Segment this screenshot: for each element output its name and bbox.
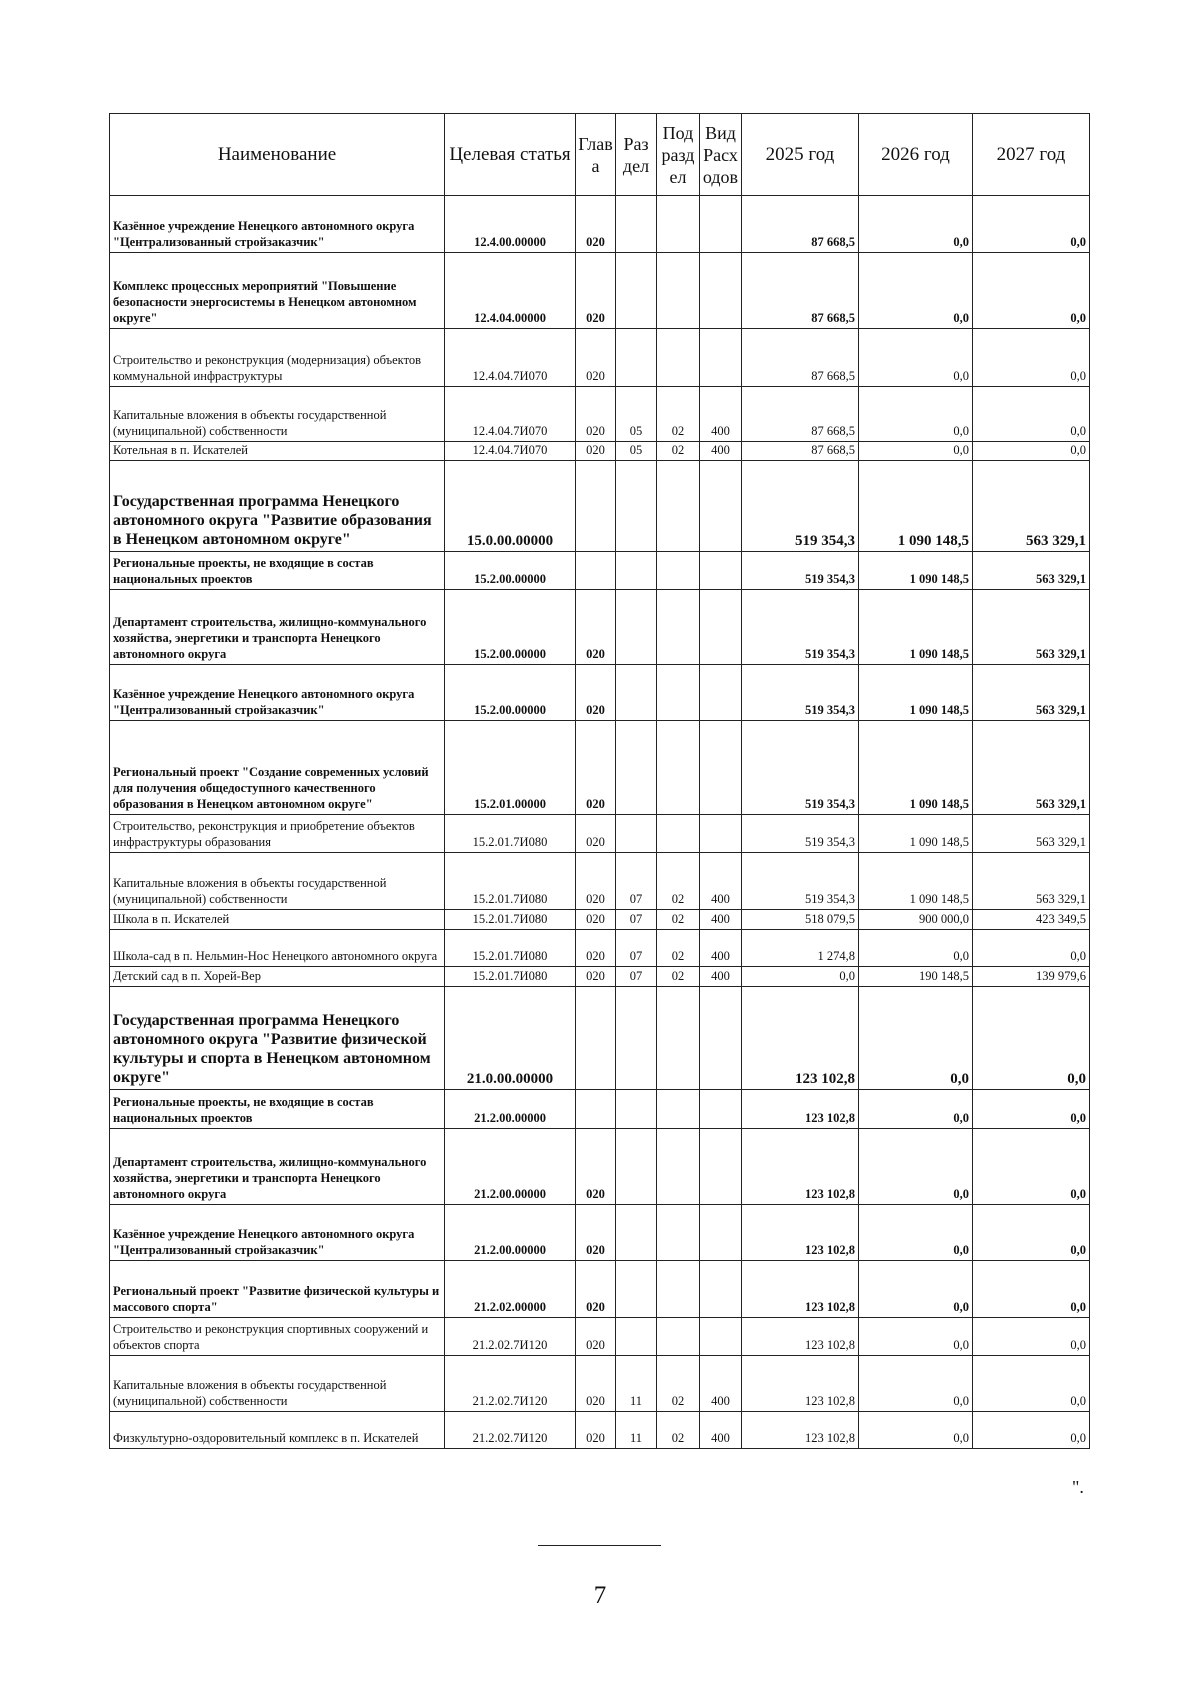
- row-target: 15.2.01.00000: [445, 721, 576, 815]
- header-name: Наименование: [110, 114, 445, 196]
- header-subsection: Под разд ел: [657, 114, 700, 196]
- row-name: Государственная программа Ненецкого автономного округа "Развитие физической культуры и спорта в Ненецком автономном округе": [110, 987, 445, 1090]
- row-2027: 0,0: [973, 442, 1090, 461]
- row-name: Региональный проект "Развитие физической культуры и массового спорта": [110, 1261, 445, 1318]
- row-2026: 0,0: [859, 1261, 973, 1318]
- table-row: [110, 1356, 1090, 1412]
- row-section: 07: [616, 910, 657, 930]
- row-2027: 139 979,6: [973, 967, 1090, 987]
- row-chapter: [576, 461, 616, 552]
- row-name: Капитальные вложения в объекты государственной (муниципальной) собственности: [110, 1356, 445, 1412]
- table-row: [110, 1090, 1090, 1129]
- row-expense-type: [700, 1205, 742, 1261]
- row-2026: 0,0: [859, 253, 973, 329]
- row-2025: 123 102,8: [742, 1261, 859, 1318]
- row-target: 15.2.00.00000: [445, 552, 576, 590]
- row-chapter: 020: [576, 853, 616, 910]
- row-section: [616, 1129, 657, 1205]
- row-name: Школа в п. Искателей: [110, 910, 445, 930]
- row-chapter: 020: [576, 1412, 616, 1449]
- row-2027: 0,0: [973, 387, 1090, 442]
- header-target: Целевая статья: [445, 114, 576, 196]
- row-chapter: 020: [576, 1205, 616, 1261]
- row-name: Региональные проекты, не входящие в состав национальных проектов: [110, 1090, 445, 1129]
- row-subsection: 02: [657, 967, 700, 987]
- row-2026: 1 090 148,5: [859, 815, 973, 853]
- row-name: Региональные проекты, не входящие в состав национальных проектов: [110, 552, 445, 590]
- row-2025: 518 079,5: [742, 910, 859, 930]
- header-2025: 2025 год: [742, 114, 859, 196]
- row-2026: 0,0: [859, 1412, 973, 1449]
- row-target: 21.2.00.00000: [445, 1129, 576, 1205]
- row-section: 07: [616, 930, 657, 967]
- row-section: 07: [616, 967, 657, 987]
- row-name: Казённое учреждение Ненецкого автономного округа "Централизованный стройзаказчик": [110, 665, 445, 721]
- row-expense-type: 400: [700, 910, 742, 930]
- row-expense-type: [700, 461, 742, 552]
- row-2027: 0,0: [973, 1205, 1090, 1261]
- table-row: [110, 1318, 1090, 1356]
- row-subsection: [657, 329, 700, 387]
- row-chapter: 020: [576, 1318, 616, 1356]
- row-2027: 0,0: [973, 987, 1090, 1090]
- row-2027: 0,0: [973, 1318, 1090, 1356]
- row-subsection: [657, 590, 700, 665]
- header-expense-type: Вид Расх одов: [700, 114, 742, 196]
- table-row: [110, 552, 1090, 590]
- row-2025: 519 354,3: [742, 665, 859, 721]
- row-2026: 1 090 148,5: [859, 590, 973, 665]
- table-row: [110, 1205, 1090, 1261]
- row-2027: 563 329,1: [973, 815, 1090, 853]
- table-row: [110, 1261, 1090, 1318]
- row-section: [616, 461, 657, 552]
- row-target: 15.2.00.00000: [445, 590, 576, 665]
- row-name: Строительство, реконструкция и приобретение объектов инфраструктуры образования: [110, 815, 445, 853]
- row-name: Региональный проект "Создание современных условий для получения общедоступного качественного образования в Ненецком автономном округе": [110, 721, 445, 815]
- row-expense-type: 400: [700, 1356, 742, 1412]
- row-subsection: [657, 1318, 700, 1356]
- row-subsection: [657, 253, 700, 329]
- row-name: Школа-сад в п. Нельмин-Нос Ненецкого автономного округа: [110, 930, 445, 967]
- row-subsection: [657, 1261, 700, 1318]
- row-2025: 123 102,8: [742, 1356, 859, 1412]
- row-subsection: [657, 665, 700, 721]
- row-2027: 0,0: [973, 1129, 1090, 1205]
- row-section: 07: [616, 853, 657, 910]
- row-section: 05: [616, 442, 657, 461]
- row-expense-type: [700, 1090, 742, 1129]
- row-target: 15.2.01.7И080: [445, 967, 576, 987]
- row-2026: 190 148,5: [859, 967, 973, 987]
- table-row: [110, 442, 1090, 461]
- row-2025: 123 102,8: [742, 1205, 859, 1261]
- table-row: [110, 196, 1090, 253]
- row-2025: 87 668,5: [742, 387, 859, 442]
- row-2026: 0,0: [859, 1356, 973, 1412]
- row-chapter: [576, 552, 616, 590]
- row-2027: 0,0: [973, 930, 1090, 967]
- row-section: 05: [616, 387, 657, 442]
- row-target: 12.4.04.00000: [445, 253, 576, 329]
- row-expense-type: [700, 1261, 742, 1318]
- row-2027: 563 329,1: [973, 552, 1090, 590]
- table-row: [110, 930, 1090, 967]
- header-row: [110, 114, 1090, 196]
- row-2026: 900 000,0: [859, 910, 973, 930]
- row-2026: 0,0: [859, 387, 973, 442]
- row-2025: 87 668,5: [742, 442, 859, 461]
- row-2026: 1 090 148,5: [859, 461, 973, 552]
- row-2026: 1 090 148,5: [859, 552, 973, 590]
- row-2025: 123 102,8: [742, 987, 859, 1090]
- row-target: 21.2.02.00000: [445, 1261, 576, 1318]
- closing-quote: ".: [1072, 1477, 1084, 1497]
- row-expense-type: 400: [700, 1412, 742, 1449]
- table-row: [110, 853, 1090, 910]
- row-2025: 519 354,3: [742, 552, 859, 590]
- row-target: 15.2.01.7И080: [445, 910, 576, 930]
- row-expense-type: [700, 1318, 742, 1356]
- row-subsection: 02: [657, 1356, 700, 1412]
- row-name: Департамент строительства, жилищно-коммунального хозяйства, энергетики и транспорта Ненецкого автономного округа: [110, 1129, 445, 1205]
- row-name: Детский сад в п. Хорей-Вер: [110, 967, 445, 987]
- header-section: Раз дел: [616, 114, 657, 196]
- row-chapter: 020: [576, 387, 616, 442]
- table-row: [110, 1412, 1090, 1449]
- row-2027: 563 329,1: [973, 665, 1090, 721]
- row-expense-type: [700, 196, 742, 253]
- row-section: [616, 590, 657, 665]
- row-target: 12.4.00.00000: [445, 196, 576, 253]
- row-name: Строительство и реконструкция спортивных сооружений и объектов спорта: [110, 1318, 445, 1356]
- row-expense-type: [700, 987, 742, 1090]
- row-expense-type: [700, 721, 742, 815]
- header-chapter: Глав а: [576, 114, 616, 196]
- row-section: [616, 552, 657, 590]
- row-expense-type: [700, 590, 742, 665]
- row-2025: 87 668,5: [742, 253, 859, 329]
- row-expense-type: [700, 253, 742, 329]
- row-2026: 0,0: [859, 329, 973, 387]
- row-target: 21.2.00.00000: [445, 1205, 576, 1261]
- row-2027: 0,0: [973, 1090, 1090, 1129]
- row-2027: 0,0: [973, 1356, 1090, 1412]
- row-2025: 1 274,8: [742, 930, 859, 967]
- row-expense-type: [700, 552, 742, 590]
- table-row: [110, 461, 1090, 552]
- row-name: Казённое учреждение Ненецкого автономного округа "Централизованный стройзаказчик": [110, 196, 445, 253]
- row-2026: 0,0: [859, 1318, 973, 1356]
- row-2027: 0,0: [973, 196, 1090, 253]
- table-body: [110, 196, 1090, 1449]
- row-subsection: [657, 1205, 700, 1261]
- row-expense-type: 400: [700, 853, 742, 910]
- row-2026: 1 090 148,5: [859, 665, 973, 721]
- row-chapter: 020: [576, 590, 616, 665]
- row-target: 15.0.00.00000: [445, 461, 576, 552]
- table-row: [110, 590, 1090, 665]
- row-target: 12.4.04.7И070: [445, 387, 576, 442]
- row-subsection: [657, 987, 700, 1090]
- row-name: Физкультурно-оздоровительный комплекс в п. Искателей: [110, 1412, 445, 1449]
- row-chapter: 020: [576, 910, 616, 930]
- row-subsection: 02: [657, 442, 700, 461]
- row-2027: 563 329,1: [973, 721, 1090, 815]
- header-2027: 2027 год: [973, 114, 1090, 196]
- row-2026: 0,0: [859, 442, 973, 461]
- row-subsection: [657, 552, 700, 590]
- row-chapter: 020: [576, 1129, 616, 1205]
- row-2025: 519 354,3: [742, 853, 859, 910]
- row-subsection: 02: [657, 930, 700, 967]
- row-chapter: 020: [576, 329, 616, 387]
- row-2027: 423 349,5: [973, 910, 1090, 930]
- row-2025: 519 354,3: [742, 461, 859, 552]
- row-chapter: 020: [576, 442, 616, 461]
- row-section: [616, 1090, 657, 1129]
- row-2027: 563 329,1: [973, 853, 1090, 910]
- row-name: Казённое учреждение Ненецкого автономного округа "Централизованный стройзаказчик": [110, 1205, 445, 1261]
- table-row: [110, 815, 1090, 853]
- row-target: 21.2.00.00000: [445, 1090, 576, 1129]
- row-expense-type: [700, 1129, 742, 1205]
- row-chapter: 020: [576, 721, 616, 815]
- row-expense-type: [700, 665, 742, 721]
- row-target: 21.2.02.7И120: [445, 1412, 576, 1449]
- row-chapter: [576, 987, 616, 1090]
- row-chapter: 020: [576, 196, 616, 253]
- row-expense-type: [700, 329, 742, 387]
- row-chapter: 020: [576, 1261, 616, 1318]
- row-subsection: [657, 1090, 700, 1129]
- row-2025: 123 102,8: [742, 1129, 859, 1205]
- row-name: Государственная программа Ненецкого автономного округа "Развитие образования в Ненецком автономном округе": [110, 461, 445, 552]
- row-chapter: 020: [576, 815, 616, 853]
- row-2025: 123 102,8: [742, 1090, 859, 1129]
- row-chapter: 020: [576, 253, 616, 329]
- row-target: 21.2.02.7И120: [445, 1318, 576, 1356]
- row-target: 15.2.01.7И080: [445, 853, 576, 910]
- row-subsection: [657, 461, 700, 552]
- row-section: [616, 815, 657, 853]
- row-expense-type: [700, 815, 742, 853]
- row-2026: 0,0: [859, 930, 973, 967]
- row-2025: 519 354,3: [742, 815, 859, 853]
- table-row: [110, 721, 1090, 815]
- page-number: 7: [593, 1582, 607, 1609]
- row-2026: 0,0: [859, 1090, 973, 1129]
- row-2025: 123 102,8: [742, 1412, 859, 1449]
- row-2025: 519 354,3: [742, 721, 859, 815]
- page-divider: [538, 1545, 661, 1546]
- row-2026: 0,0: [859, 1205, 973, 1261]
- row-section: 11: [616, 1412, 657, 1449]
- table-row: [110, 910, 1090, 930]
- row-chapter: [576, 1090, 616, 1129]
- row-2026: 0,0: [859, 987, 973, 1090]
- row-subsection: 02: [657, 1412, 700, 1449]
- row-2025: 123 102,8: [742, 1318, 859, 1356]
- row-2026: 0,0: [859, 196, 973, 253]
- row-section: [616, 1318, 657, 1356]
- row-2027: 0,0: [973, 253, 1090, 329]
- row-target: 12.4.04.7И070: [445, 329, 576, 387]
- row-target: 21.0.00.00000: [445, 987, 576, 1090]
- row-name: Капитальные вложения в объекты государственной (муниципальной) собственности: [110, 387, 445, 442]
- row-target: 21.2.02.7И120: [445, 1356, 576, 1412]
- row-section: [616, 1261, 657, 1318]
- row-2027: 0,0: [973, 1412, 1090, 1449]
- row-target: 15.2.01.7И080: [445, 930, 576, 967]
- row-target: 12.4.04.7И070: [445, 442, 576, 461]
- row-name: Котельная в п. Искателей: [110, 442, 445, 461]
- row-2025: 519 354,3: [742, 590, 859, 665]
- row-chapter: 020: [576, 967, 616, 987]
- row-section: [616, 987, 657, 1090]
- row-expense-type: 400: [700, 442, 742, 461]
- row-name: Строительство и реконструкция (модернизация) объектов коммунальной инфраструктуры: [110, 329, 445, 387]
- row-2025: 0,0: [742, 967, 859, 987]
- budget-table: [109, 113, 1090, 1449]
- row-2027: 0,0: [973, 329, 1090, 387]
- table-row: [110, 253, 1090, 329]
- row-section: [616, 329, 657, 387]
- row-section: [616, 1205, 657, 1261]
- row-2027: 0,0: [973, 1261, 1090, 1318]
- table-row: [110, 665, 1090, 721]
- row-2025: 87 668,5: [742, 196, 859, 253]
- row-subsection: 02: [657, 910, 700, 930]
- row-chapter: 020: [576, 1356, 616, 1412]
- row-2025: 87 668,5: [742, 329, 859, 387]
- row-2026: 1 090 148,5: [859, 853, 973, 910]
- table-row: [110, 329, 1090, 387]
- row-2026: 0,0: [859, 1129, 973, 1205]
- table-row: [110, 967, 1090, 987]
- row-subsection: [657, 815, 700, 853]
- row-subsection: 02: [657, 387, 700, 442]
- row-section: [616, 196, 657, 253]
- row-subsection: 02: [657, 853, 700, 910]
- row-name: Капитальные вложения в объекты государственной (муниципальной) собственности: [110, 853, 445, 910]
- row-expense-type: 400: [700, 967, 742, 987]
- row-expense-type: 400: [700, 930, 742, 967]
- row-chapter: 020: [576, 930, 616, 967]
- row-name: Комплекс процессных мероприятий "Повышение безопасности энергосистемы в Ненецком автономном округе": [110, 253, 445, 329]
- row-2026: 1 090 148,5: [859, 721, 973, 815]
- row-subsection: [657, 721, 700, 815]
- row-section: [616, 665, 657, 721]
- row-expense-type: 400: [700, 387, 742, 442]
- row-section: 11: [616, 1356, 657, 1412]
- row-section: [616, 721, 657, 815]
- row-subsection: [657, 1129, 700, 1205]
- row-name: Департамент строительства, жилищно-коммунального хозяйства, энергетики и транспорта Ненецкого автономного округа: [110, 590, 445, 665]
- row-2027: 563 329,1: [973, 590, 1090, 665]
- table-row: [110, 987, 1090, 1090]
- table-row: [110, 1129, 1090, 1205]
- row-subsection: [657, 196, 700, 253]
- row-target: 15.2.01.7И080: [445, 815, 576, 853]
- row-2027: 563 329,1: [973, 461, 1090, 552]
- row-section: [616, 253, 657, 329]
- row-target: 15.2.00.00000: [445, 665, 576, 721]
- table-row: [110, 387, 1090, 442]
- row-chapter: 020: [576, 665, 616, 721]
- header-2026: 2026 год: [859, 114, 973, 196]
